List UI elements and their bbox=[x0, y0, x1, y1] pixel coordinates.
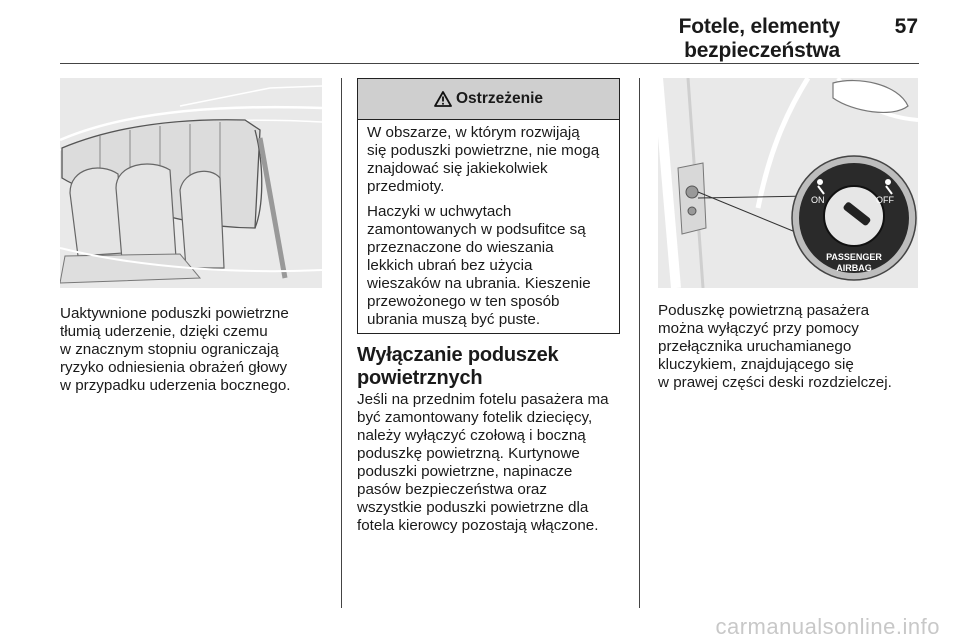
switch-off-label: OFF bbox=[876, 195, 894, 205]
right-caption: Poduszkę powietrzną pasażera można wyłączyć przy pomocy przełącznika uruchamianego kluczykiem, znajdującego się w prawej części deski rozdzielczej. bbox=[658, 302, 892, 391]
warning-title: Ostrzeżenie bbox=[455, 90, 543, 107]
switch-label-line1: PASSENGER bbox=[826, 252, 882, 262]
warning-triangle-icon bbox=[434, 91, 452, 107]
left-caption: Uaktywnione poduszki powietrzne tłumią uderzenie, dzięki czemu w znacznym stopniu ograniczają ryzyko odniesienia obrażeń głowy w przypadku uderzenia bocznego. bbox=[60, 305, 291, 394]
warning-paragraph: W obszarze, w którym rozwijają się poduszki powietrzne, nie mogą znajdować się jakiekolwiek przedmioty. bbox=[367, 124, 600, 195]
watermark: carmanualsonline.info bbox=[715, 614, 940, 639]
section-heading: Wyłączanie poduszek powietrznych bbox=[357, 344, 559, 389]
column-divider-left bbox=[341, 78, 342, 608]
switch-on-label: ON bbox=[811, 195, 825, 205]
switch-label-line2: AIRBAG bbox=[836, 263, 872, 273]
column-divider-right bbox=[639, 78, 640, 608]
warning-paragraph: Haczyki w uchwytach zamontowanych w podsufitce są przeznaczone do wieszania lekkich ubrań bez użycia wieszaków na ubrania. Kieszenie przewożonego w ten sposób ubrania muszą być puste. bbox=[367, 203, 591, 328]
curtain-airbag-figure bbox=[60, 78, 322, 288]
airbag-key-switch-illustration-icon bbox=[658, 78, 918, 288]
header-rule bbox=[60, 63, 919, 64]
warning-header bbox=[358, 79, 619, 120]
curtain-airbag-illustration-icon bbox=[60, 78, 322, 288]
page-header-title: Fotele, elementy bezpieczeństwa bbox=[678, 15, 840, 62]
warning-body bbox=[358, 120, 619, 329]
page-number: 57 bbox=[894, 15, 918, 38]
section-body: Jeśli na przednim fotelu pasażera ma być zamontowany fotelik dziecięcy, należy wyłączyć czołową i boczną poduszkę powietrzną. Kurtynowe poduszki powietrzne, napinacze pasów bezpieczeństwa oraz wszystkie poduszki powietrzne dla fotela kierowcy pozostają włączone. bbox=[357, 391, 609, 534]
warning-box bbox=[357, 78, 620, 334]
airbag-switch-figure bbox=[658, 78, 918, 288]
